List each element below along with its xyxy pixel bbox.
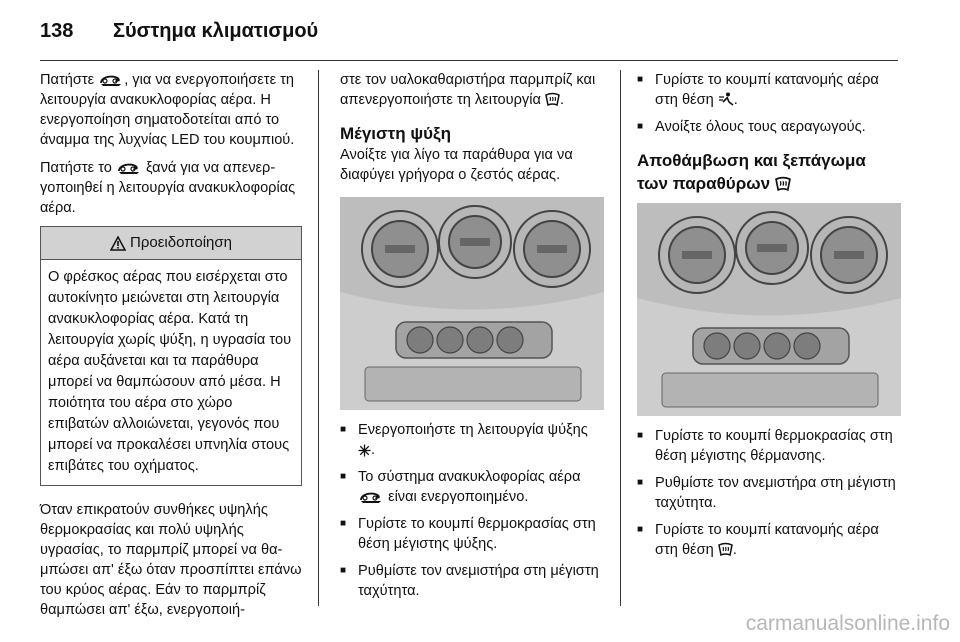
recirculation-icon — [116, 161, 142, 175]
list-item: ■ Ρυθμίστε τον ανεμιστήρα στη μέγιστη ταχύτητα. — [340, 561, 602, 601]
recirculation-icon — [98, 73, 124, 87]
climate-panel-photo — [637, 203, 901, 416]
snowflake-icon — [358, 444, 371, 457]
list-item: ■ Ανοίξτε όλους τους αεραγωγούς. — [637, 117, 899, 137]
watermark: carmanualsonline.info — [745, 612, 950, 635]
windshield-defrost-icon — [718, 542, 733, 557]
warning-box — [40, 226, 302, 486]
list-item: ■ Γυρίστε το κουμπί κατανομής αέρα στη θέση . — [637, 70, 899, 110]
recirculation-icon — [358, 490, 384, 504]
heading-defrost: Αποθάμβωση και ξεπάγωμα των παραθύρων — [637, 151, 866, 193]
heading-max-cooling: Μέγιστη ψύξη — [340, 124, 451, 143]
windshield-defrost-icon — [545, 92, 560, 107]
warning-title: Προειδοποίηση — [130, 234, 232, 251]
max-cooling-steps — [340, 420, 602, 601]
paragraph-recirc-off: Πατήστε το ξανά για να απενεργοποιηθεί η λειτουργία ανακυκλοφορίας αέρα. — [40, 160, 296, 216]
cooling-steps-continued — [637, 70, 899, 137]
list-item: ■ Το σύστημα ανακυκλοφορίας αέρα είναι ενεργοποιημένο. — [340, 467, 602, 507]
windshield-defrost-icon — [775, 176, 791, 192]
list-item: ■ Ενεργοποιήστε τη λειτουργία ψύξης . — [340, 420, 602, 460]
list-item: ■ Γυρίστε το κουμπί θερμοκρασίας στη θέση μέγιστης θέρμανσης. — [637, 426, 899, 466]
warning-body: Ο φρέσκος αέρας που εισέρχεται στο αυτοκίνητο μειώνεται στη λειτουργία ανακυκλοφορίας αέρα. Κατά τη λειτουργία χωρίς ψύξη, η υγρασία του αέρα αυξάνεται και τα παράθυρα μπορεί να θαμπώσουν από μέσα. Η ποιότητα του αέρα στο χώρο επιβατών αλλοιώνεται, γεγονός που μπορεί να προκαλέσει υπνηλία στους επιβάτες του οχήματος. — [48, 269, 292, 474]
column-divider-1 — [318, 70, 319, 606]
column-1 — [40, 70, 302, 628]
header-rule — [40, 60, 898, 61]
column-2 — [340, 70, 602, 608]
column-divider-2 — [620, 70, 621, 606]
column-3 — [637, 70, 899, 567]
warning-header — [41, 227, 301, 260]
warning-triangle-icon — [110, 236, 126, 251]
list-item: ■ Γυρίστε το κουμπί θερμοκρασίας στη θέση μέγιστης ψύξης. — [340, 514, 602, 554]
page-title: Σύστημα κλιματισμού — [113, 20, 319, 42]
page-number: 138 — [40, 20, 74, 42]
paragraph-fogging: Όταν επικρατούν συνθήκες υψηλής θερμοκρασίας και πολύ υψηλής υγρασίας, το παρμπρίζ μπορεί να θαμπώσει απ' έξω όταν προσπίπτει επάνω του κρύος αέρας. Εάν το παρμπρίζ θαμπώσει απ' έξω, ενεργοποιή- — [40, 502, 302, 618]
list-item: ■ Γυρίστε το κουμπί κατανομής αέρα στη θέση . — [637, 520, 899, 560]
max-cooling-intro: Ανοίξτε για λίγο τα παράθυρα για να διαφύγει γρήγορα ο ζεστός αέρας. — [340, 147, 573, 183]
climate-panel-photo — [340, 197, 604, 410]
page-header — [0, 0, 960, 62]
paragraph-continuation: στε τον υαλοκαθαριστήρα παρμπρίζ και απενεργοποιήστε τη λειτουργία . — [340, 72, 596, 108]
defrost-steps — [637, 426, 899, 560]
paragraph-recirc-on: Πατήστε , για να ενεργοποιήσετε τη λειτουργία ανακυκλοφορίας αέρα. Η ενεργοποίηση σηματοδοτείται από το άναμμα της λυχνίας LED του κουμπιού. — [40, 72, 295, 148]
list-item: ■ Ρυθμίστε τον ανεμιστήρα στη μέγιστη ταχύτητα. — [637, 473, 899, 513]
footwell-airflow-icon — [718, 92, 734, 107]
